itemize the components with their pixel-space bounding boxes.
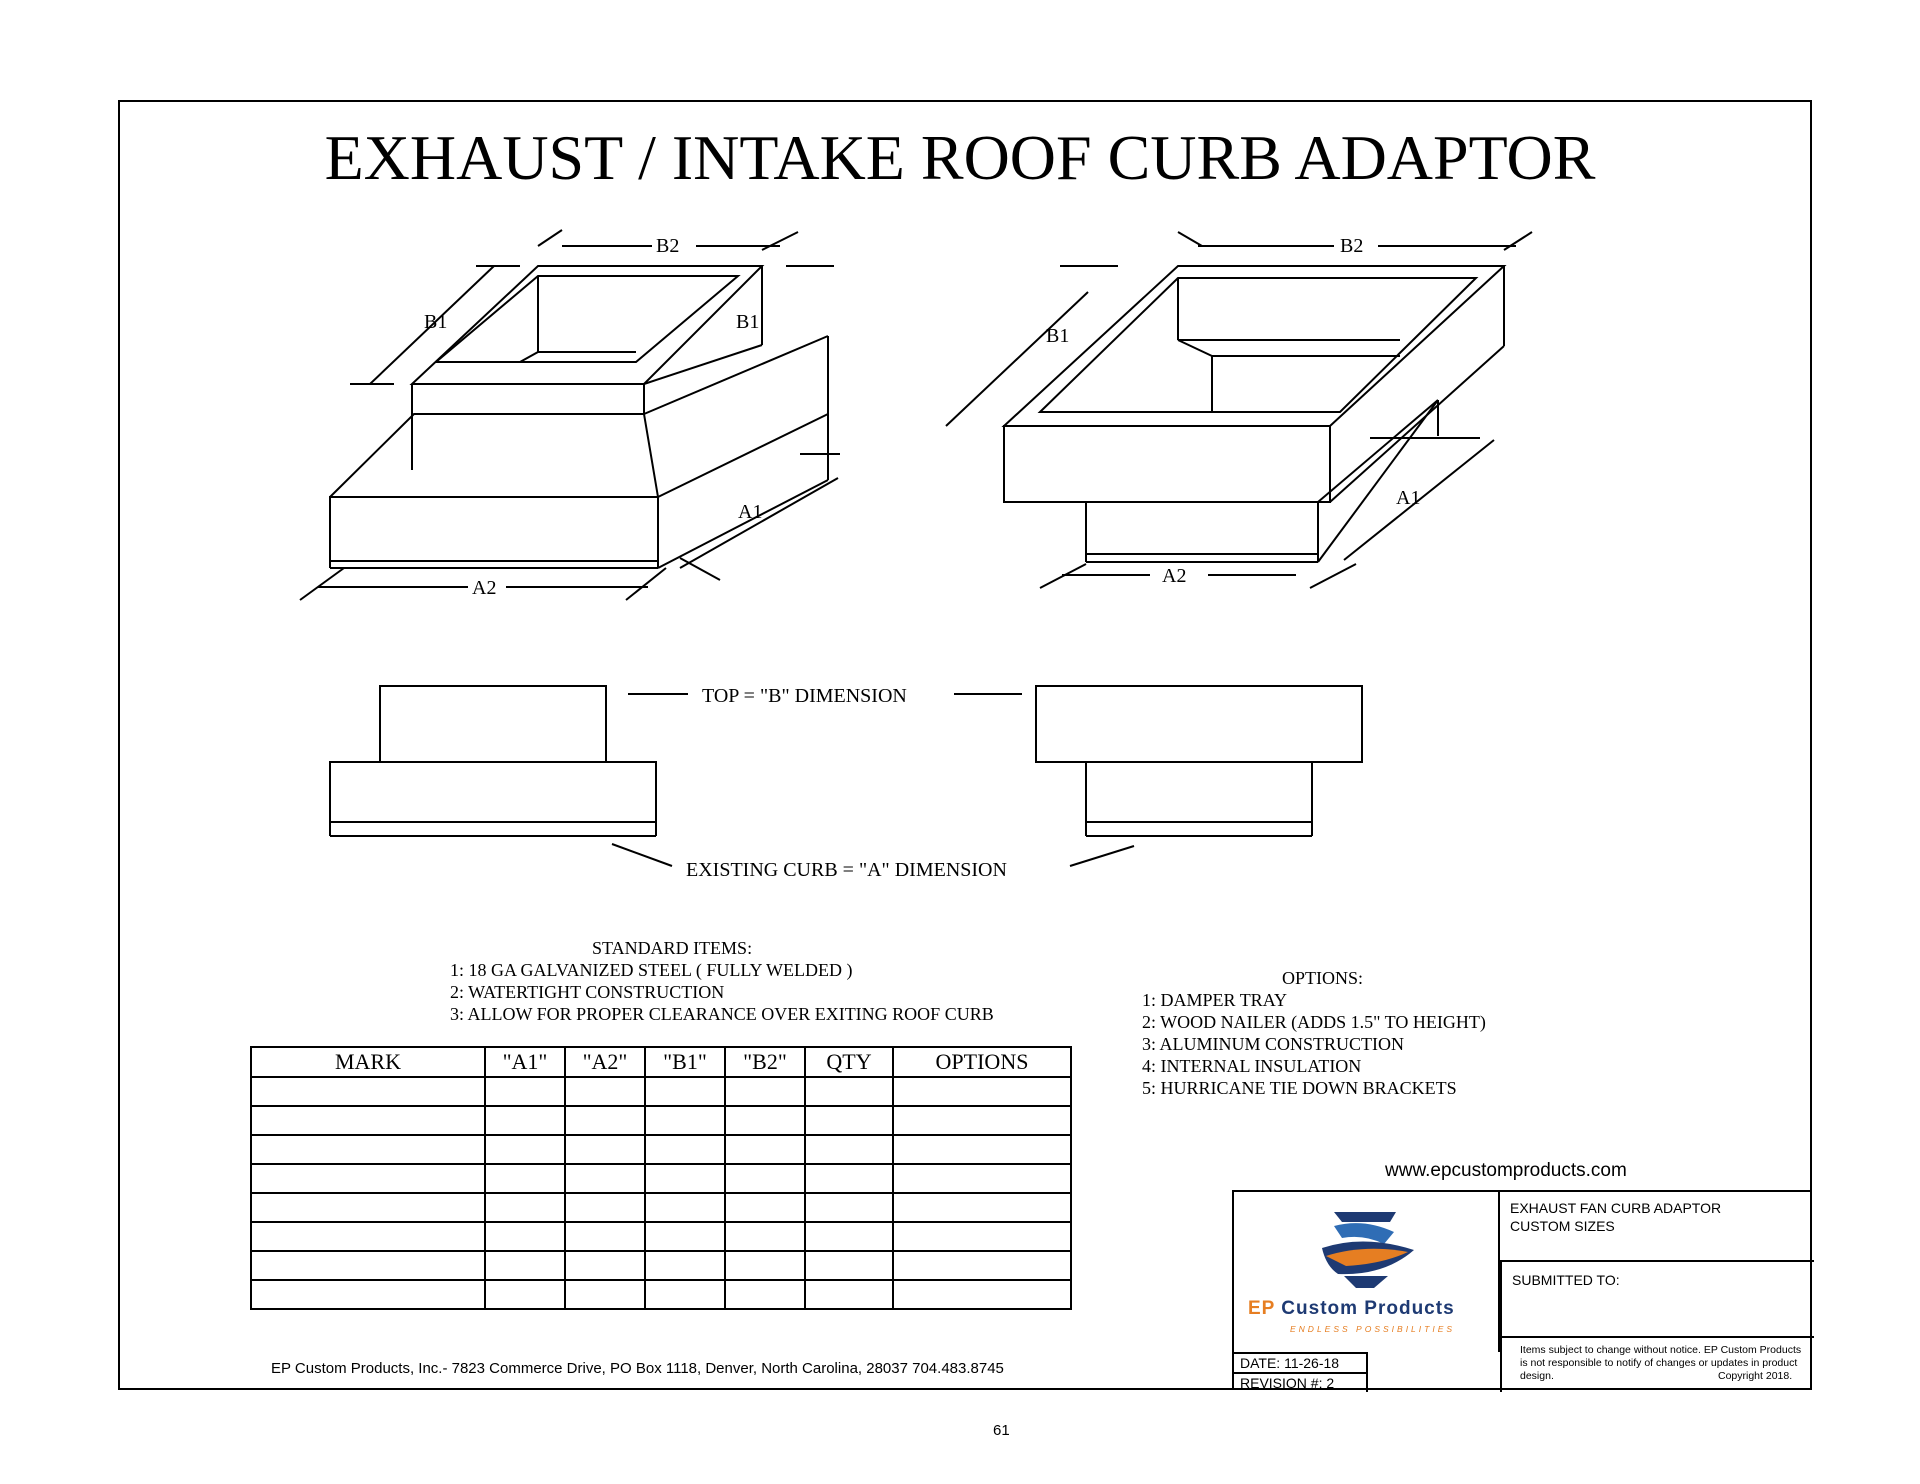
table-row bbox=[251, 1251, 1071, 1280]
left-b1-label: B1 bbox=[424, 311, 448, 333]
table-row bbox=[251, 1222, 1071, 1251]
drawing-title: EXHAUST / INTAKE ROOF CURB ADAPTOR bbox=[324, 122, 1596, 193]
submitted-to-label: SUBMITTED TO: bbox=[1512, 1272, 1620, 1288]
standard-items-list bbox=[450, 959, 994, 1025]
disclaimer-cell bbox=[1500, 1338, 1814, 1392]
title-block bbox=[1232, 1190, 1812, 1390]
right-a2-label: A2 bbox=[1162, 565, 1187, 587]
left-b2-label: B2 bbox=[656, 235, 680, 257]
left-b1-label-right: B1 bbox=[736, 311, 760, 333]
left-a1-label: A1 bbox=[738, 501, 763, 523]
standard-item: 2: WATERTIGHT CONSTRUCTION bbox=[450, 982, 725, 1002]
table-row bbox=[251, 1193, 1071, 1222]
revision-value: REVISION #: 2 bbox=[1240, 1375, 1335, 1391]
table-row bbox=[251, 1135, 1071, 1164]
ep-logo-icon bbox=[1304, 1204, 1424, 1294]
company-address: EP Custom Products, Inc.- 7823 Commerce Drive, PO Box 1118, Denver, North Carolina, 28037 704.483.8745 bbox=[271, 1360, 1004, 1377]
order-table bbox=[250, 1046, 1072, 1310]
col-qty-header: QTY bbox=[805, 1047, 893, 1077]
brand-name bbox=[1248, 1298, 1455, 1320]
submitted-to-cell bbox=[1500, 1262, 1814, 1338]
option-item: 4: INTERNAL INSULATION bbox=[1142, 1056, 1362, 1076]
left-a2-label: A2 bbox=[472, 577, 497, 599]
right-b1-label: B1 bbox=[1046, 325, 1070, 347]
standard-item: 1: 18 GA GALVANIZED STEEL ( FULLY WELDED ) bbox=[450, 960, 853, 980]
page-number: 61 bbox=[993, 1422, 1010, 1439]
options-list bbox=[1142, 989, 1486, 1099]
revision-cell bbox=[1234, 1372, 1368, 1392]
table-row bbox=[251, 1077, 1071, 1106]
brand-rest: Custom Products bbox=[1281, 1298, 1455, 1319]
date-cell bbox=[1234, 1352, 1368, 1372]
copyright-text: Copyright 2018. bbox=[1718, 1370, 1793, 1382]
option-item: 1: DAMPER TRAY bbox=[1142, 990, 1288, 1010]
table-row bbox=[251, 1164, 1071, 1193]
standard-item: 3: ALLOW FOR PROPER CLEARANCE OVER EXITING ROOF CURB bbox=[450, 1004, 994, 1024]
options-heading: OPTIONS: bbox=[1282, 968, 1364, 988]
disclaimer-text: Items subject to change without notice. EP Custom Products is not responsible to notify of changes or updates in product design. bbox=[1520, 1344, 1802, 1382]
table-header-row bbox=[251, 1047, 1071, 1077]
right-b2-label: B2 bbox=[1340, 235, 1364, 257]
description-line1: EXHAUST FAN CURB ADAPTOR bbox=[1510, 1200, 1722, 1216]
option-item: 5: HURRICANE TIE DOWN BRACKETS bbox=[1142, 1078, 1457, 1098]
existing-curb-callout: EXISTING CURB = "A" DIMENSION bbox=[686, 859, 1007, 881]
option-item: 3: ALUMINUM CONSTRUCTION bbox=[1142, 1034, 1405, 1054]
brand-ep: EP bbox=[1248, 1298, 1276, 1319]
date-value: DATE: 11-26-18 bbox=[1240, 1355, 1340, 1371]
brand-tagline: ENDLESS POSSIBILITIES bbox=[1290, 1324, 1456, 1334]
right-side-view bbox=[1036, 686, 1362, 836]
website-link[interactable]: www.epcustomproducts.com bbox=[1385, 1160, 1627, 1181]
table-row bbox=[251, 1280, 1071, 1309]
table-row bbox=[251, 1106, 1071, 1135]
title-block-description bbox=[1500, 1192, 1814, 1262]
standard-items-heading: STANDARD ITEMS: bbox=[592, 938, 753, 958]
col-a1-header: "A1" bbox=[485, 1047, 565, 1077]
company-logo-cell bbox=[1234, 1192, 1500, 1352]
col-options-header: OPTIONS bbox=[893, 1047, 1071, 1077]
right-isometric-drawing bbox=[946, 232, 1532, 588]
option-item: 2: WOOD NAILER (ADDS 1.5" TO HEIGHT) bbox=[1142, 1012, 1486, 1032]
col-a2-header: "A2" bbox=[565, 1047, 645, 1077]
top-dimension-callout: TOP = "B" DIMENSION bbox=[702, 685, 907, 707]
description-line2: CUSTOM SIZES bbox=[1510, 1218, 1615, 1234]
left-side-view bbox=[330, 686, 656, 836]
left-isometric-drawing bbox=[300, 230, 840, 600]
right-a1-label: A1 bbox=[1396, 487, 1421, 509]
col-b2-header: "B2" bbox=[725, 1047, 805, 1077]
col-b1-header: "B1" bbox=[645, 1047, 725, 1077]
col-mark-header: MARK bbox=[251, 1047, 485, 1077]
